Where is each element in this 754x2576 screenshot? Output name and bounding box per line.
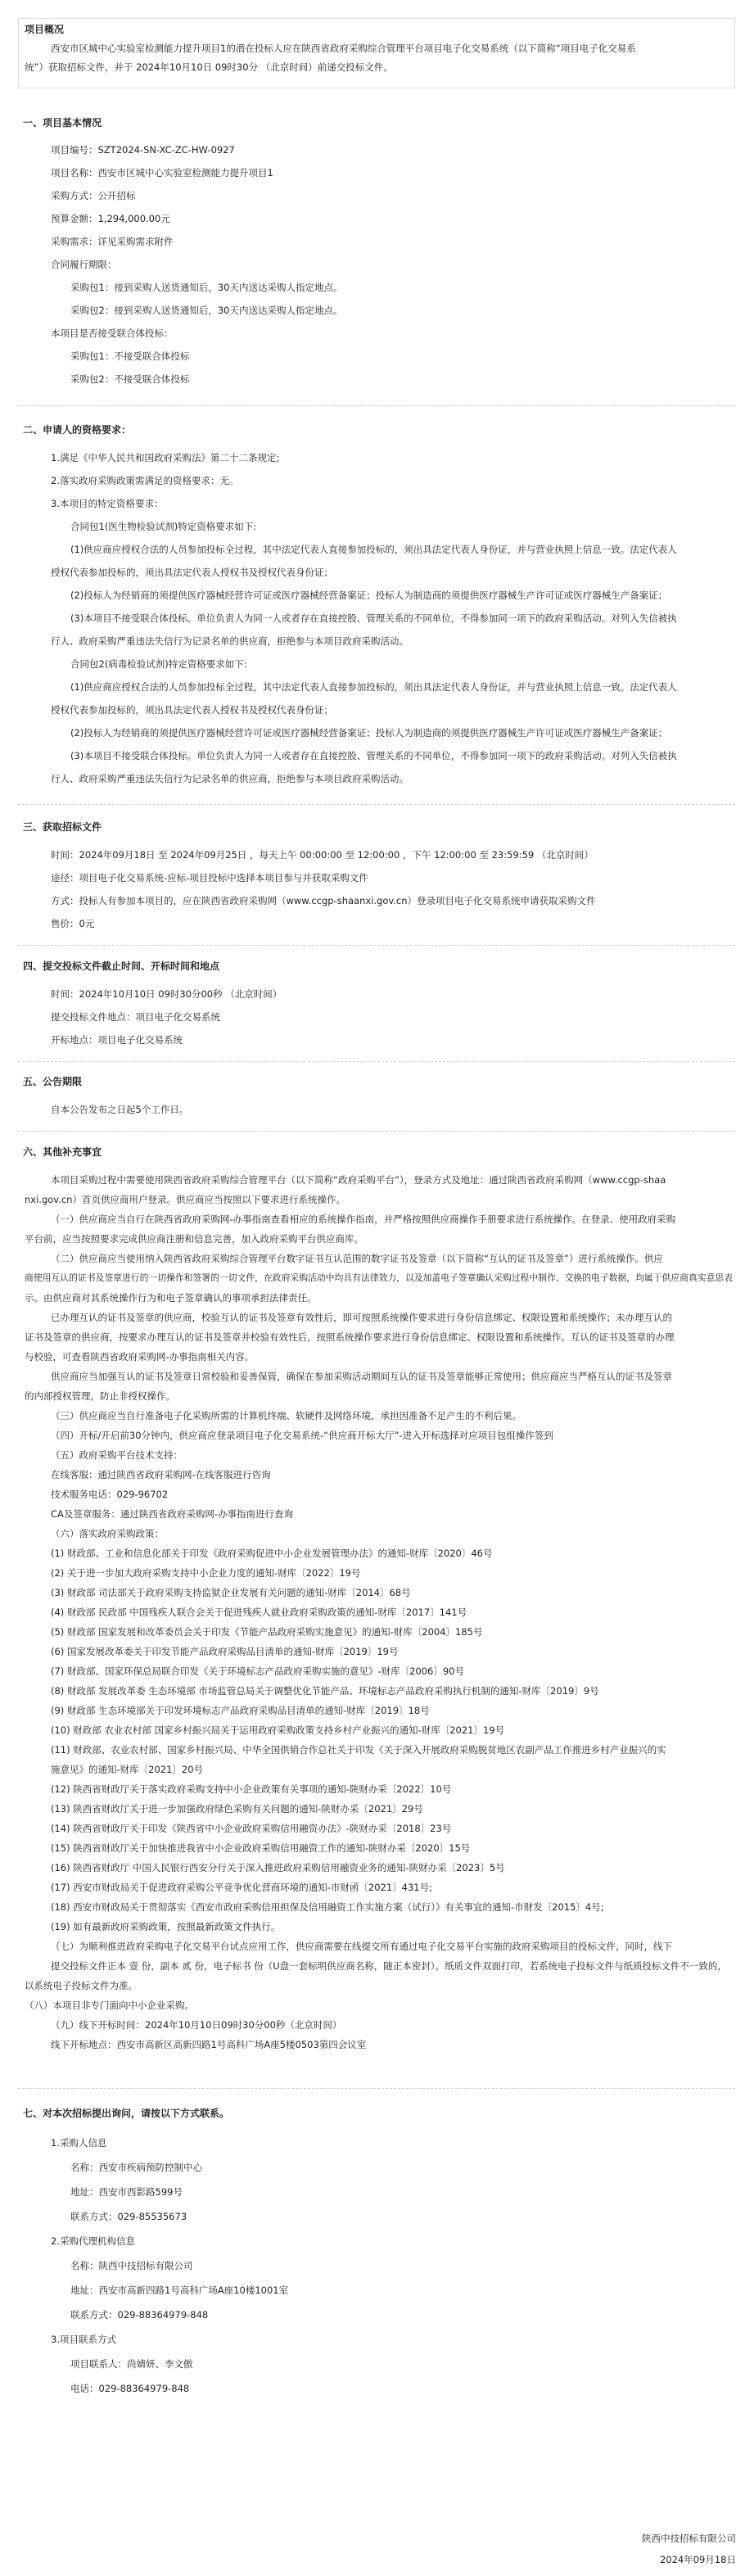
policy-item: (4) 财政部 民政部 中国残疾人联合会关于促进残疾人就业政府采购政策的通知-财库〔2017〕141号 [51, 1607, 467, 1618]
agency-info-heading: 2.采购代理机构信息 [51, 2235, 135, 2247]
project-contact-heading: 3.项目联系方式 [51, 2334, 116, 2345]
supplementary-line: 商使用互认的证书及签章进行的一切操作和签署的一切文件，在政府采购活动中均具有法律效力，以及加盖电子签章确认采购过程中制作、交换的电子数据，均属于供应商真实意思表 [25, 1272, 734, 1283]
obtain-method: 方式：投标人有参加本项目的，应在陕西省政府采购网（www.ccgp-shaanxi.gov.cn）登录项目电子化交易系统申请获取采购文件 [51, 895, 596, 906]
policy-item: 施意见》的通知-财库〔2021〕20号 [51, 1764, 204, 1775]
procurement-method: 采购方式：公开招标 [51, 190, 136, 201]
section-7-heading: 七、对本次招标提出询问，请按以下方式联系。 [23, 2108, 230, 2119]
project-contact-phone: 电话：029-88364979-848 [70, 2383, 190, 2394]
supplementary-line: 提交投标文件正本 壹 份，副本 贰 份，电子标书 份（U盘一套标明供应商名称，随正本密封）。纸质文件双面打印，若系统电子投标文件与纸质投标文件不一致的， [51, 1960, 727, 1972]
requirement-line: (1)供应商应授权合法的人员参加投标全过程，其中法定代表人直接参加投标的，须出具法定代表人身份证，并与营业执照上信息一致。法定代表人 [70, 681, 677, 693]
requirement-line: 授权代表参加投标的，须出具法定代表人授权书及授权代表身份证； [51, 704, 333, 716]
ca-service: CA及签章服务：通过陕西省政府采购网-办事指南进行查询 [51, 1508, 294, 1520]
policy-item: (5) 财政部 国家发展和改革委员会关于印发《节能产品政府采购实施意见》的通知-财库〔2004〕185号 [51, 1626, 483, 1638]
project-name: 项目名称：西安市区城中心实验室检测能力提升项目1 [51, 167, 273, 179]
requirement-line: 授权代表参加投标的，须出具法定代表人授权书及授权代表身份证； [51, 567, 333, 578]
policy-item: (6) 国家发展改革委关于印发节能产品政府采购品目清单的通知-财库〔2019〕19号 [51, 1646, 399, 1657]
overview-line: 统”）获取招标文件，并于 2024年10月10日 09时30分 （北京时间）前递交投标文件。 [25, 61, 393, 73]
supplementary-line: （五）政府采购平台技术支持： [51, 1449, 183, 1461]
supplementary-line: （八）本项目非专门面向中小企业采购。 [25, 2000, 194, 2011]
supplementary-line: 本项目采购过程中需要使用陕西省政府采购综合管理平台（以下简称“政府采购平台”），登录方式及地址：通过陕西省政府采购网（www.ccgp-shaa [51, 1174, 666, 1186]
policy-item: (14) 陕西省财政厅关于印发《陕西省中小企业政府采购信用融资办法》-陕财办采〔2018〕23号 [51, 1823, 452, 1834]
document-price: 售价：0元 [51, 918, 95, 929]
obtain-time: 时间：2024年09月18日 至 2024年09月25日 ，每天上午 00:00:00 至 12:00:00 ，下午 12:00:00 至 23:59:59 （北京时间） [51, 849, 594, 861]
divider [18, 2088, 735, 2089]
agency-phone: 联系方式：029-88364979-848 [70, 2309, 209, 2321]
supplementary-line: 证书及签章的供应商，按要求办理互认的证书及签章并校验有效性后，按照系统操作要求进行身份信息绑定、权限设置和系统操作。互认的证书及签章的办理 [25, 1331, 675, 1343]
policy-item: (13) 陕西省财政厅关于进一步加强政府绿色采购有关问题的通知-陕财办采〔2021〕29号 [51, 1803, 423, 1814]
policy-item: (7) 财政部、国家环保总局联合印发《关于环境标志产品政府采购实施的意见》-财库〔2006〕90号 [51, 1665, 464, 1677]
online-support: 在线客服：通过陕西省政府采购网-在线客服进行咨询 [51, 1469, 271, 1480]
policy-item: （七）为顺利推进政府采购电子化交易平台试点应用工作，供应商需要在线提交所有通过电子化交易平台实施的政府采购项目的投标文件，同时，线下 [51, 1941, 672, 1952]
policy-item: (2) 关于进一步加大政府采购支持中小企业力度的通知-财库〔2022〕19号 [51, 1567, 361, 1579]
requirement-line: (3)本项目不接受联合体投标。单位负责人为同一人或者存在直接控股、管理关系的不同单位，不得参加同一项下的政府采购活动。对列入失信被执 [70, 612, 677, 624]
policy-item: (9) 财政部 生态环境部关于印发环境标志产品政府采购品目清单的通知-财库〔2019〕18号 [51, 1705, 430, 1716]
supplementary-line: 供应商应当加强互认的证书及签章日常校验和妥善保管，确保在参加采购活动期间互认的证书及签章能够正常使用；供应商应当严格互认的证书及签章 [51, 1371, 672, 1382]
requirement-line: (1)供应商应授权合法的人员参加投标全过程，其中法定代表人直接参加投标的，须出具法定代表人身份证，并与营业执照上信息一致。法定代表人 [70, 544, 677, 555]
section-1-heading: 一、项目基本情况 [23, 117, 102, 129]
requirement-line: (2)投标人为经销商的须提供医疗器械经营许可证或医疗器械经营备案证；投标人为制造商的须提供医疗器械生产许可证或医疗器械生产备案证； [70, 727, 668, 739]
requirement-line: 1.满足《中华人民共和国政府采购法》第二十二条规定; [51, 452, 280, 463]
requirement-line: 3.本项目的特定资格要求： [51, 498, 164, 509]
overview-line: 西安市区城中心实验室检测能力提升项目1的潜在投标人应在陕西省政府采购综合管理平台项目电子化交易系统（以下简称“项目电子化交易系 [51, 43, 636, 54]
policy-item: (16) 陕西省财政厅 中国人民银行西安分行关于深入推进政府采购信用融资业务的通知-陕财办采〔2023〕5号 [51, 1862, 505, 1873]
supplementary-line: 示。由供应商对其系统操作行为和电子签章确认的事项承担法律责任。 [25, 1292, 317, 1304]
project-contact-person: 项目联系人：尚婧妍、李文傲 [70, 2358, 193, 2370]
project-number: 项目编号：SZT2024-SN-XC-ZC-HW-0927 [51, 144, 235, 156]
policy-item: (19) 如有最新政府采购政策，按照最新政策文件执行。 [51, 1921, 281, 1932]
supplementary-line: 与校验，可查看陕西省政府采购网-办事指南相关内容。 [25, 1351, 255, 1363]
requirement-line: (3)本项目不接受联合体投标。单位负责人为同一人或者存在直接控股、管理关系的不同单位，不得参加同一项下的政府采购活动。对列入失信被执 [70, 750, 677, 762]
package-2-period: 采购包2：接到采购人送货通知后，30天内送达采购人指定地点。 [70, 305, 343, 316]
section-2-heading: 二、申请人的资格要求： [23, 424, 132, 436]
supplementary-line: 已办理互认的证书及签章的供应商，校验互认的证书及签章有效性后，即可按照系统操作要求进行身份信息绑定、权限设置和系统操作；未办理互认的 [51, 1312, 672, 1323]
policy-item: (3) 财政部 司法部关于政府采购支持监狱企业发展有关问题的通知-财库〔2014〕68号 [51, 1587, 411, 1598]
requirement-line: (2)投标人为经销商的须提供医疗器械经营许可证或医疗器械经营备案证；投标人为制造商的须提供医疗器械生产许可证或医疗器械生产备案证； [70, 590, 668, 601]
policy-item: (18) 西安市财政局关于贯彻落实《西安市政府采购信用担保及信用融资工作实施方案（试行）》有关事宜的通知-市财发〔2015〕4号; [51, 1901, 604, 1913]
purchaser-name: 名称：西安市疾病预防控制中心 [70, 2162, 202, 2173]
supplementary-line: （二）供应商应当使用纳入陕西省政府采购综合管理平台数字证书互认范围的数字证书及签章（以下简称“互认的证书及签章”）进行系统操作。供应 [51, 1253, 663, 1264]
contract-period-label: 合同履行期限： [51, 259, 117, 270]
agency-name: 名称：陕西中技招标有限公司 [70, 2260, 193, 2271]
requirement-line: 行人、政府采购严重违法失信行为记录名单的供应商，拒绝参与本项目政府采购活动。 [51, 773, 409, 784]
supplementary-line: 的内部授权管理，防止非授权操作。 [25, 1390, 175, 1402]
tech-support-phone: 技术服务电话：029-96702 [51, 1489, 169, 1500]
offline-opening-time: 线下开标地点：西安市高新区高新四路1号高科广场A座5楼0503第四会议室 [51, 2039, 367, 2050]
divider [18, 1061, 735, 1062]
deadline-time: 时间：2024年10月10日 09时30分00秒 （北京时间） [51, 988, 282, 1000]
package-1-requirements-label: 合同包1(医生物检验试剂)特定资格要求如下: [70, 521, 257, 532]
consortium-label: 本项目是否接受联合体投标： [51, 328, 174, 339]
agency-address: 地址：西安市高新四路1号高科广场A座10楼1001室 [70, 2285, 289, 2296]
obtain-channel: 途径：项目电子化交易系统-应标-项目投标中选择本项目参与并获取采购文件 [51, 872, 368, 884]
submission-location: 提交投标文件地点：项目电子化交易系统 [51, 1011, 220, 1023]
policy-item: (15) 陕西省财政厅关于加快推进我省中小企业政府采购信用融资工作的通知-陕财办采〔2020〕15号 [51, 1842, 471, 1854]
supplementary-line: nxi.gov.cn）首页供应商用户登录。供应商应当按照以下要求进行系统操作。 [25, 1194, 345, 1205]
divider [18, 945, 735, 946]
section-3-heading: 三、获取招标文件 [23, 821, 102, 833]
divider [18, 405, 735, 406]
package-2-requirements-label: 合同包2(病毒检验试剂)特定资格要求如下: [70, 658, 247, 670]
announcement-period: 自本公告发布之日起5个工作日。 [51, 1104, 189, 1115]
supplementary-line: 以系统电子投标文件为准。 [25, 1980, 138, 1991]
requirement-line: 2.落实政府采购政策需满足的资格要求：无。 [51, 475, 239, 486]
supplementary-line: （三）供应商应当自行准备电子化采购所需的计算机终端、软硬件及网络环境，承担因准备不足产生的不利后果。 [51, 1410, 521, 1421]
footer-date: 2024年09月18日 [659, 2554, 736, 2565]
divider [18, 804, 735, 805]
policy-item: (1) 财政部、工业和信息化部关于印发《政府采购促进中小企业发展管理办法》的通知-财库〔2020〕46号 [51, 1548, 493, 1559]
section-4-heading: 四、提交投标文件截止时间、开标时间和地点 [23, 960, 220, 972]
section-5-heading: 五、公告期限 [23, 1076, 83, 1087]
budget-amount: 预算金额：1,294,000.00元 [51, 213, 170, 224]
purchaser-phone: 联系方式：029-85535673 [70, 2211, 187, 2222]
policy-item: (11) 财政部、农业农村部、国家乡村振兴局、中华全国供销合作总社关于印发《关于深入开展政府采购脱贫地区农副产品工作推进乡村产业振兴的实 [51, 1744, 666, 1756]
opening-location: 开标地点：项目电子化交易系统 [51, 1034, 183, 1046]
package-1-period: 采购包1：接到采购人送货通知后，30天内送达采购人指定地点。 [70, 282, 343, 293]
divider [18, 1131, 735, 1132]
policy-item: (10) 财政部 农业农村部 国家乡村振兴局关于运用政府采购政策支持乡村产业振兴的通知-财库〔2021〕19号 [51, 1724, 505, 1736]
package-1-consortium: 采购包1：不接受联合体投标 [70, 350, 190, 362]
supplementary-line: （九）线下开标时间：2024年10月10日09时30分00秒（北京时间） [51, 2019, 342, 2031]
policy-item: (12) 陕西省财政厅关于落实政府采购支持中小企业政策有关事项的通知-陕财办采〔2022〕10号 [51, 1783, 452, 1795]
footer-company: 陕西中技招标有限公司 [642, 2533, 736, 2544]
section-6-heading: 六、其他补充事宜 [23, 1146, 102, 1158]
purchaser-info-heading: 1.采购人信息 [51, 2137, 107, 2149]
supplementary-line: （一）供应商应当自行在陕西省政府采购网-办事指南查看相应的系统操作指南，并严格按照供应商操作手册要求进行系统操作。在登录、使用政府采购 [51, 1213, 676, 1225]
overview-title: 项目概况 [25, 24, 65, 35]
requirement-line: 行人、政府采购严重违法失信行为记录名单的供应商，拒绝参与本项目政府采购活动。 [51, 635, 409, 647]
policy-item: (17) 西安市财政局关于促进政府采购公平竞争优化营商环境的通知-市财函〔2021〕431号; [51, 1882, 432, 1893]
policy-item: (8) 财政部 发展改革委 生态环境部 市场监管总局关于调整优化节能产品、环境标志产品政府采购执行机制的通知-财库〔2019〕9号 [51, 1685, 599, 1697]
policy-heading: （六）落实政府采购政策： [51, 1528, 164, 1539]
supplementary-line: 平台前，应当按照要求完成供应商注册和信息完善，加入政府采购平台供应商库。 [25, 1233, 363, 1245]
supplementary-line: （四）开标/开启前30分钟内，供应商应登录项目电子化交易系统-“供应商开标大厅”-进入开标选择对应项目包组操作签到 [51, 1430, 553, 1441]
procurement-demand: 采购需求：详见采购需求附件 [51, 236, 174, 247]
package-2-consortium: 采购包2：不接受联合体投标 [70, 373, 190, 385]
purchaser-address: 地址：西安市西影路599号 [70, 2186, 183, 2198]
